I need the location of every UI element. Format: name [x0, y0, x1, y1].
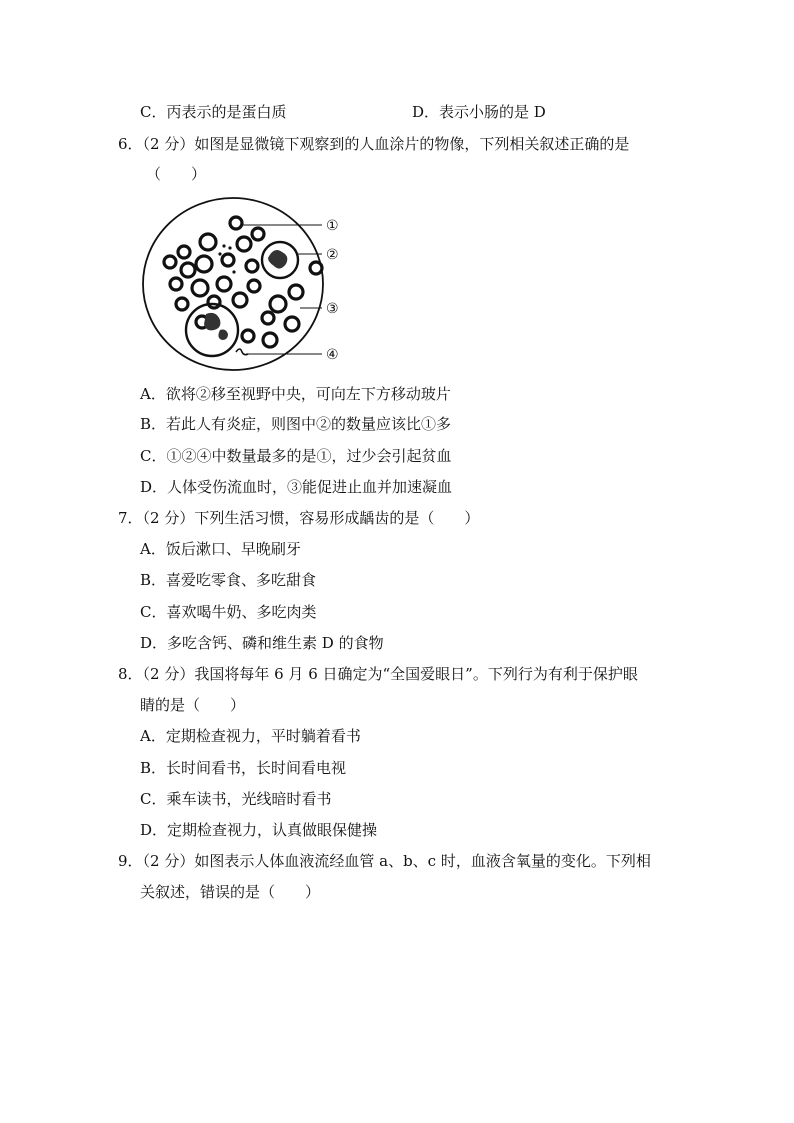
q7-stem: 7．（2 分）下列生活习惯，容易形成龋齿的是（ ） [118, 509, 480, 527]
q5-option-d: D．表示小肠的是 D [412, 103, 546, 121]
q5-option-c: C．丙表示的是蛋白质 [140, 103, 287, 121]
q9-stem-line1: 9．（2 分）如图表示人体血液流经血管 a、b、c 时，血液含氧量的变化。下列相 [118, 852, 651, 870]
q7-option-d: D．多吃含钙、磷和维生素 D 的食物 [140, 634, 384, 652]
red-blood-cells [164, 217, 322, 347]
q6-option-a: A．欲将②移至视野中央，可向左下方移动玻片 [140, 385, 451, 403]
label-2: ② [326, 247, 339, 263]
blood-smear-diagram [140, 196, 360, 372]
label-1: ① [326, 218, 339, 234]
white-blood-cell-lower [186, 304, 238, 356]
q8-option-c: C．乘车读书，光线暗时看书 [140, 790, 332, 808]
white-blood-cell-upper [262, 242, 298, 278]
q8-option-a: A．定期检查视力，平时躺着看书 [140, 727, 361, 745]
q8-stem-line1: 8．（2 分）我国将每年 6 月 6 日确定为“全国爱眼日”。下列行为有利于保护眼 [118, 665, 638, 683]
label-3: ③ [326, 301, 339, 317]
q8-stem-line2: 睛的是（ ） [140, 696, 246, 714]
q8-option-b: B．长时间看书，长时间看电视 [140, 759, 347, 777]
q8-option-d: D．定期检查视力，认真做眼保健操 [140, 821, 378, 839]
q6-option-b: B．若此人有炎症，则图中②的数量应该比①多 [140, 415, 452, 433]
q6-option-c: C．①②④中数量最多的是①，过少会引起贫血 [140, 447, 452, 465]
q6-stem-line1: 6．（2 分）如图是显微镜下观察到的人血涂片的物像，下列相关叙述正确的是 [118, 135, 630, 153]
q7-option-b: B．喜爱吃零食、多吃甜食 [140, 571, 317, 589]
q7-option-c: C．喜欢喝牛奶、多吃肉类 [140, 603, 317, 621]
q6-option-d: D．人体受伤流血时，③能促进止血并加速凝血 [140, 478, 453, 496]
q6-stem-line2: （ ） [146, 165, 207, 183]
q9-stem-line2: 关叙述，错误的是（ ） [140, 883, 321, 901]
q7-option-a: A．饭后漱口、早晚刷牙 [140, 540, 301, 558]
label-4: ④ [326, 347, 339, 363]
